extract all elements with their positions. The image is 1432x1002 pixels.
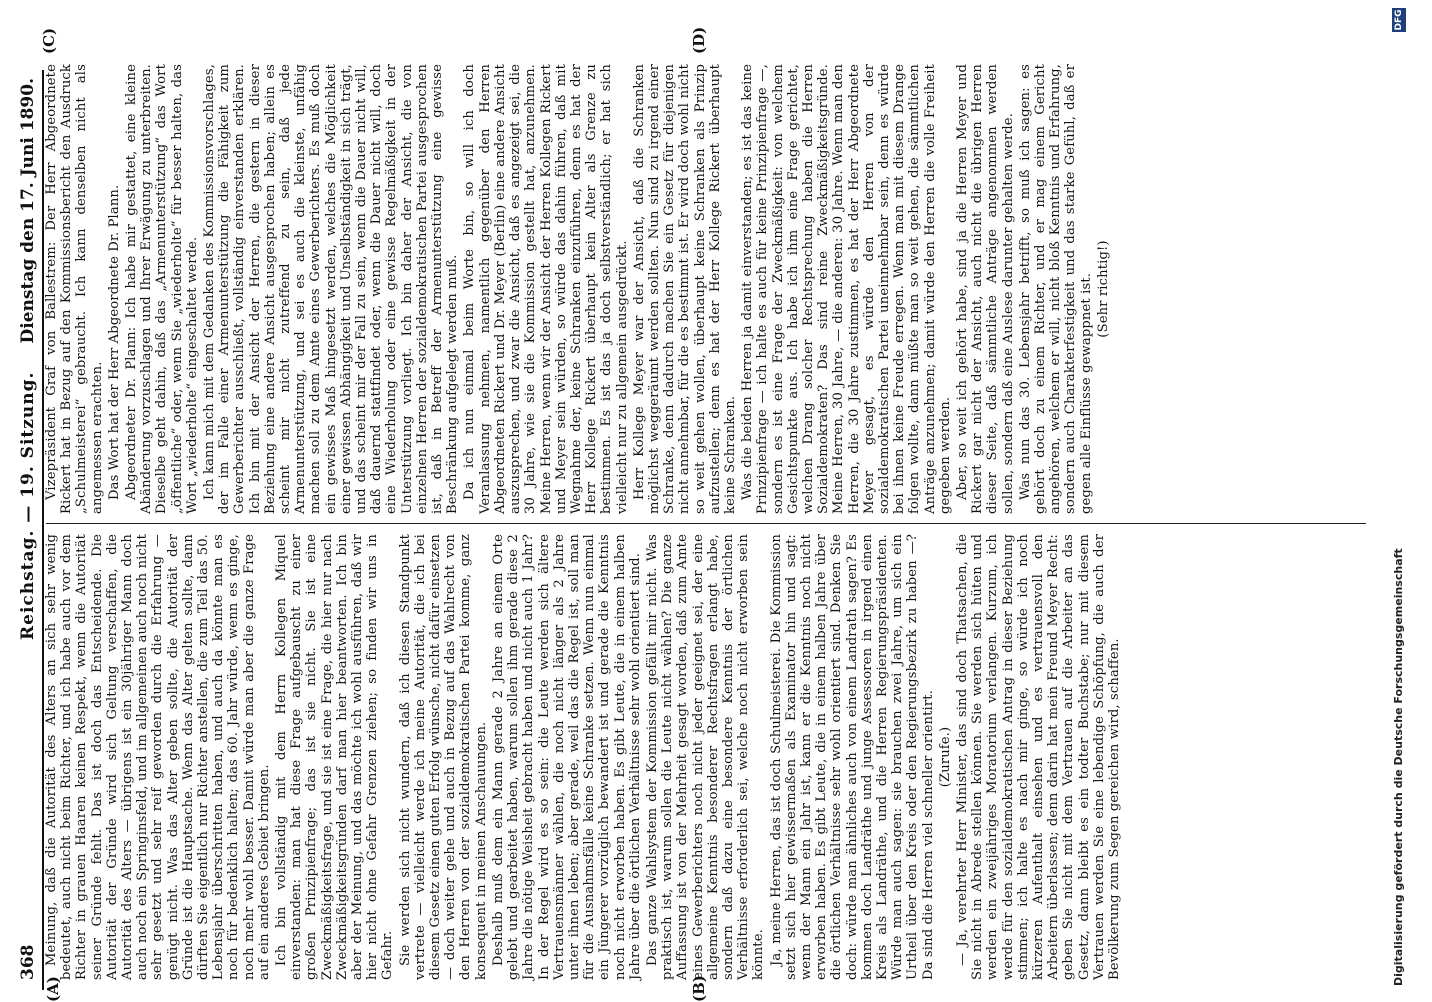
paragraph: Aber, so weit ich gehört habe, sind ja die Herren Meyer und Rickert gar nicht der Ansicht, auch nicht die übrigen Herren dieser Seite, daß sämmtliche Anträge angenommen werden sollen, sondern daß eine Auslese darunter gehalten werde. — [954, 64, 1016, 514]
paragraph: Was nun das 30. Lebensjahr betrifft, so muß ich sagen: es gehört doch zu einem Richter, und er mag einem Gericht angehören, welchem er will, nicht bloß Kenntnis und Erfahrung, sondern auch Charakterfestigkeit und das starke Gefühl, daß er gegen alle Einflüsse gewappnet ist. — [1017, 64, 1094, 514]
margin-mark-b: (B) — [690, 975, 708, 1002]
paragraph: Da ich nun einmal beim Worte bin, so will ich doch Veranlassung nehmen, namentlich gegenüber den Herren Abgeordneten Rickert und Dr. Meyer (Berlin) eine andere Ansicht auszusprechen, und zwar die Ansicht, daß es angezeigt sei, die 30 Jahre, wie sie die Kommission gestellt hat, anzunehmen. Meine Herren, wenn wir der Ansicht der Herren Kollegen Rickert und Meyer sein würden, so würde das dahin führen, daß mit Wegnahme der, keine Schranken einzuführen, denn es hat der Herr Kollege Rickert überhaupt kein Alter als Grenze zu bestimmen. Es ist das ja doch selbstverständlich; er hat sich vielleicht nur zu allgemein ausgedrückt. — [462, 64, 630, 514]
digitization-credit: Digitalisierung gefördert durch die Deutsche Forschungsgemeinschaft — [1392, 548, 1405, 986]
paragraph: Abgeordneter Dr. Plann: Ich habe mir gestattet, eine kleine Abänderung vorzuschlagen und Ihrer Erwägung zu unterbreiten. Dieselbe geht dahin, daß das „Armenunterstützung“ das Wort „öffentliche“ oder, wenn Sie „wiederholte“ für besser halten, das Wort „wiederholte“ eingeschaltet werde. — [124, 64, 200, 514]
paragraph: Herr Kollege Meyer war der Ansicht, daß die Schranken möglichst weggeräumt werden sollten. Nun sind zu irgend einer Schranke, denn dadurch machen Sie ein Gesetz für diejenigen nicht annehmbar, für die es bestimmt ist. Er wird doch wohl nicht so weit gehen wollen, überhaupt keine Schranken als Prinzip aufzustellen; denn es hat der Herr Kollege Rickert überhaupt keine Schranken. — [631, 64, 738, 514]
interjection: (Sehr richtig!) — [1095, 240, 1111, 338]
margin-mark-a: (A) — [44, 976, 62, 1002]
session-date: Dienstag den 17. Juni 1890. — [18, 78, 38, 344]
paragraph: — Ja, verehrter Herr Minister, das sind doch Thatsachen, die Sie nicht in Abrede stellen können. Sie werden sich hüten und werden ein zweijähriges Moratorium verlangen. Kurzum, ich werde für den sozialdemokratischen Antrag in dieser Beziehung stimmen; ich halte es nach mir ginge, so würde ich noch kürzeren Aufenthalt einsehen und es vertrauensvoll den Arbeitern überlassen; denn darin hat mein Freund Meyer Recht: geben Sie nicht mit dem Vertrauen auf die Arbeiter an das Gesetz, dann bleibt es ein todter Buchstabe; nur mit diesem Vertrauen werden Sie eine lebendige Schöpfung, die auch der Bevölkerung zum Segen gereichen wird, schaffen. — [954, 534, 1123, 980]
paragraph: Ja, meine Herren, das ist doch Schulmeisterei. Die Kommission setzt sich hier gewissermaßen als Examinator hin und sagt: wenn der Mann ein Jahr ist, kann er die Kenntnis noch nicht erworben haben. Es gibt Leute, die in einem halben Jahre über die örtlichen Verhältnisse sehr wohl orientiert sind. Denken Sie doch: würde man ähnliches auch von einem Landrath sagen? Es kommen doch Landräthe und junge Assessoren in irgend einen Kreis als Landräthe, und die Herren Regierungspräsidenten. Würde man auch sagen: sie brauchen zwei Jahre, um sich ein Urtheil über den Kreis oder den Regierungsbezirk zu haben —? Da sind die Herren viel schneller orientirt. — [768, 534, 936, 980]
text-column-right — [44, 64, 1113, 514]
page-title: Reichstag. — 19. Sitzung. — [18, 371, 38, 640]
column-divider — [46, 523, 1366, 524]
paragraph: Sie werden sich nicht wundern, daß ich diesen Standpunkt vertrete — vielleicht werde ich meine Autorität, die ich bei diesem Gesetz einen guten Erfolg wünsche, nicht dafür einsetzen — doch weiter gehe und auch in Bezug auf das Wahlrecht von den Herren von der sozialdemokratischen Partei komme, ganz konsequent in meinen Anschauungen. — [397, 534, 489, 980]
paragraph: Was die beiden Herren ja damit einverstanden; es ist das keine Prinzipienfrage — ich halte es auch für keine Prinzipienfrage —, sondern es ist eine Frage der Zweckmäßigkeit: von welchem Gesichtspunkte aus. Ich habe ich ihm eine Frage gerichtet, welchen Drang solcher Rechtsprechung haben die Herren Sozialdemokraten? Das sind reine Zweckmäßigkeitsgründe. Meine Herren, 30 Jahre, — die anderen: 30 Jahre. Wenn man den Herren, die 30 Jahre zustimmen, es hat der Herr Abgeordnete Meyer gesagt, es würde den Herren von der sozialdemokratischen Partei uneinnehmbar sein, denn es würde bei ihnen keine Freude erregen. Wenn man mit diesem Drange folgen wollte, dann müßte man so weit gehen, die sämmtlichen Anträge anzunehmen; damit würde den Herren die volle Freiheit gegeben werden. — [740, 64, 953, 514]
text-column-left — [44, 534, 1124, 980]
page-number: 368 — [18, 944, 38, 980]
paragraph: Das ganze Wahlsystem der Kommission gefällt mir nicht. Was praktisch ist, warum sollen die Leute nicht wählen? Die ganze Auffassung ist von der Mehrheit gesagt worden, daß zum Amte eines Gewerberichters noch nicht jeder geeignet sei, der eine allgemeine Kenntnis besonderer Rechtsfragen erlangt habe, sondern daß dazu eine besondere Kenntnis der örtlichen Verhältnisse erforderlich sei, welche noch nicht erworben sein könnte. — [644, 534, 767, 980]
interjection: (Zurufe.) — [937, 726, 953, 788]
paragraph: Meinung, daß die Autorität des Alters an sich sehr wenig bedeutet, auch nicht beim Richter, und ich habe auch vor dem Richter in grauen Haaren keinen Respekt, wenn die Autorität seiner Gründe fehlt. Das ist doch das Entscheidende. Die Autorität der Gründe wird sich Geltung verschaffen, die Autorität des Alters — übrigens ist ein 30jähriger Mann doch auch noch ein Springinsfeld, und im allgemeinen auch noch nicht sehr gesetzt und sehr reif geworden durch die Erfahrung — genügt nicht. Was das Alter geben sollte, die Autorität der Gründe ist die Hauptsache. Wenn das Alter gelten sollte, dann dürften Sie eigentlich nur Richter anstellen, die zum Teil das 50. Lebensjahr überschritten haben, und auch da könnte man es noch für bedenklich halten; das 60. Jahr würde, wenn es ginge, noch mehr wohl besser. Damit würde man aber die ganze Frage auf ein anderes Gebiet bringen. — [44, 534, 272, 980]
paragraph: Das Wort hat der Herr Abgeordnete Dr. Plann. — [106, 184, 122, 500]
paragraph: Ich kann mich mit dem Gedanken des Kommissionsvorschlages, der im Falle einer Armenunterstützung die Fähigkeit zum Gewerberichter ausschließt, vollständig einverstanden erklären. Ich bin mit der Ansicht der Herren, die gestern in dieser Beziehung eine andere Ansicht ausgesprochen haben; allein es scheint mir nicht zutreffend zu sein, daß jede Armenunterstützung, und sei es auch die kleinste, unfähig machen soll zu dem Amte eines Gewerberichters. Es muß doch ein gewisses Maß hingesetzt werden, welches die Möglichkeit einer gewissen Abhängigkeit und Unselbständigkeit in sich trägt, und das scheint mir der Fall zu sein, wenn die Dauer nicht will, daß dauernd stattfindet oder, wenn die Dauer nicht will, doch eine Wiederholung oder eine gewisse Regelmäßigkeit in der Unterstützung vorliegt. Ich bin daher der Ansicht, die von einzelnen Herren der sozialdemokratischen Partei ausgesprochen ist, daß in Betreff der Armenunterstützung eine gewisse Beschränkung aufgelegt werden muß. — [202, 64, 461, 514]
paragraph: Deshalb muß dem ein Mann gerade 2 Jahre an einem Orte gelebt und gearbeitet haben, warum sollen ihm gerade diese 2 Jahre die nötige Weisheit gebracht haben und nicht auch 1 Jahr? In der Regel wird es so sein: die Leute werden sich ältere Vertrauensmänner wählen, die noch nicht länger als 2 Jahre unter ihnen leben; aber gerade, weil das die Regel ist, soll man für die Ausnahmsfälle keine Schranke setzen. Wenn nun einmal ein Jüngerer vorzüglich bewandert ist und gerade die Kenntnis noch nicht erworben haben. Es gibt Leute, die in einem halben Jahre über die örtlichen Verhältnisse sehr wohl orientiert sind. — [490, 534, 643, 980]
dfg-logo: DFG — [1394, 9, 1404, 31]
page-header — [8, 0, 48, 1000]
margin-mark-c: (C) — [40, 27, 58, 54]
paragraph: Vizepräsident Graf von Ballestrem: Der Herr Abgeordnete Rickert hat in Bezug auf den Kommissionsbericht den Ausdruck „Schulmeisterei“ gebraucht. Ich kann denselben nicht als angemessen erachten. — [44, 64, 105, 514]
paragraph: Ich bin vollständig mit dem Herrn Kollegen Miquel einverstanden: man hat diese Frage aufgebauscht zu einer großen Prinzipienfrage; das ist sie nicht. Sie ist eine Zweckmäßigkeitsfrage, und sie ist eine Frage, die hier nur nach Zweckmäßigkeitsgründen darf man hier beantworten. Ich bin aber der Meinung, und das möchte ich wohl ausführen, daß wir hier nicht ohne Gefahr Grenzen ziehen; so finden wir uns in Gefahr. — [274, 534, 396, 980]
margin-mark-d: (D) — [690, 26, 708, 54]
